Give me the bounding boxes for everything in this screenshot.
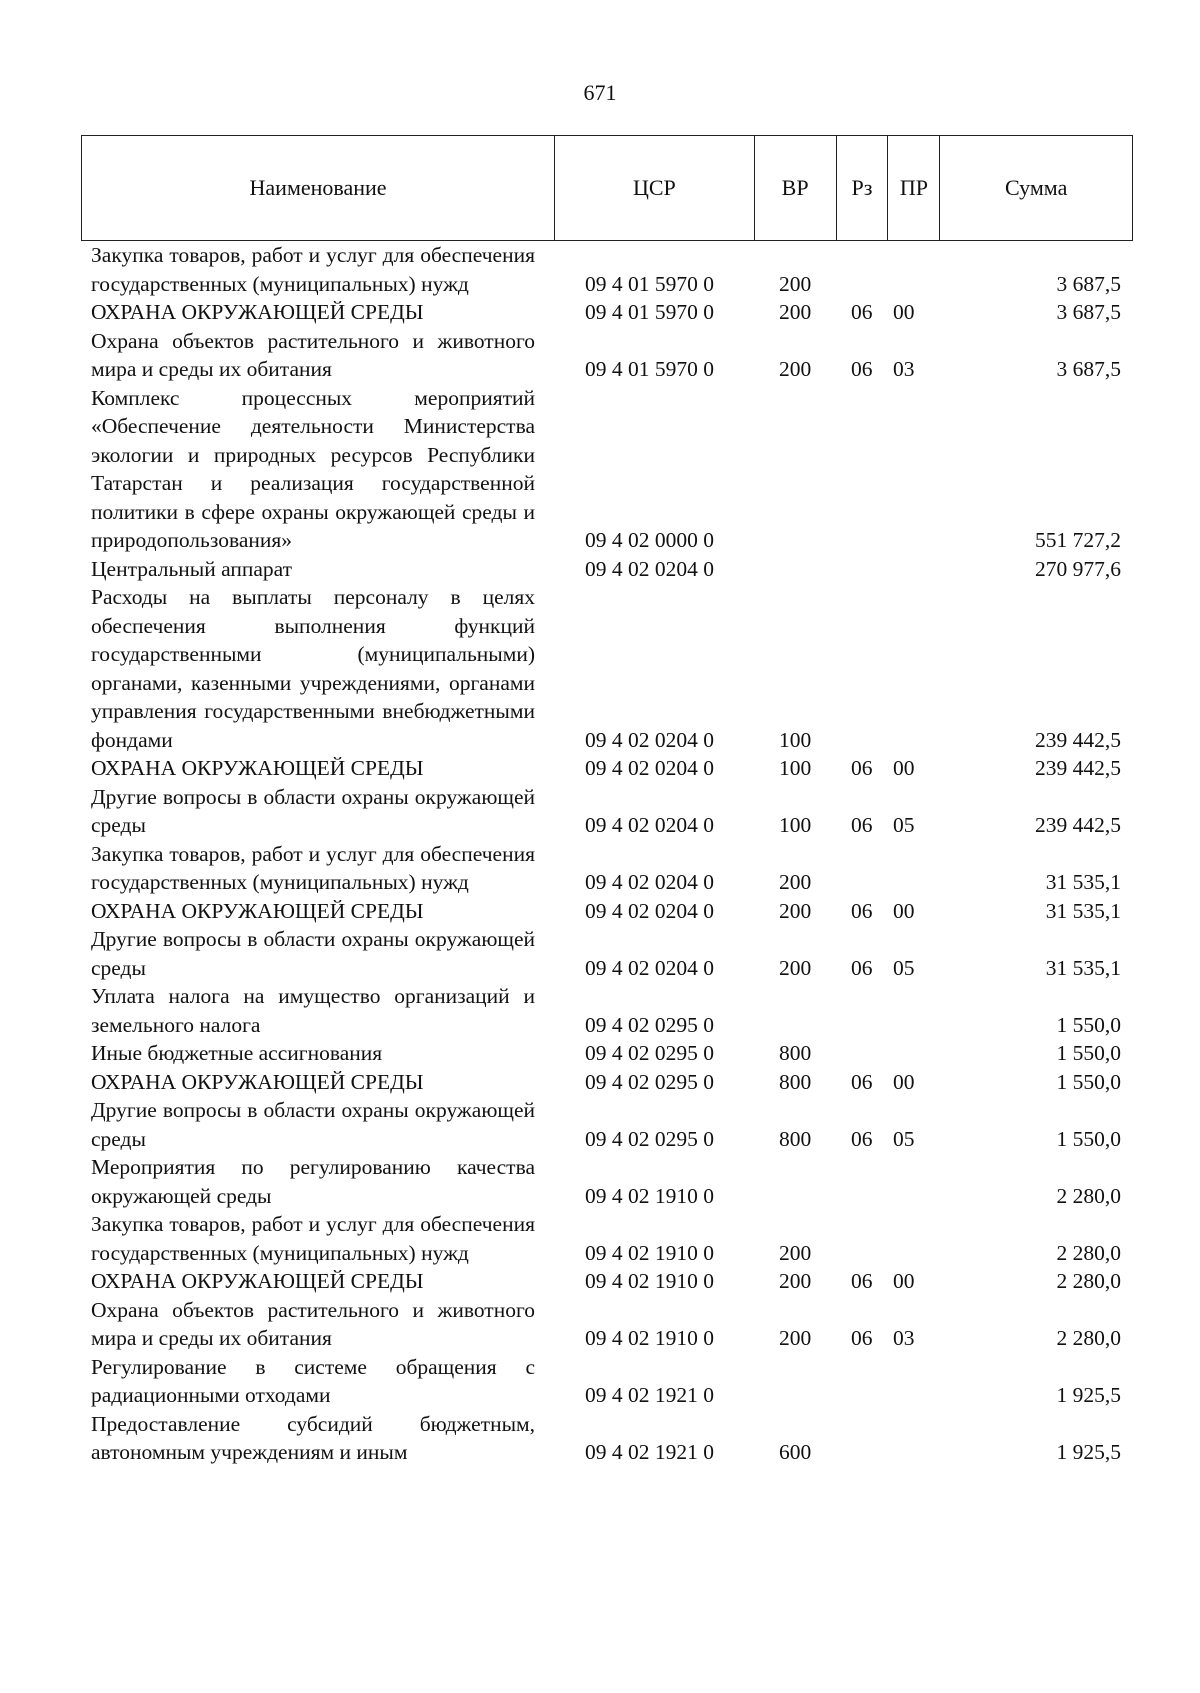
row-sum-cell: 1 550,0 [1056, 1012, 1121, 1037]
row-csr-cell: 09 4 02 1910 0 [585, 1326, 714, 1350]
row-sum-cell: 3 687,5 [1056, 271, 1121, 296]
row-csr-cell: 09 4 02 0295 0 [585, 1126, 714, 1151]
row-pr-cell: 00 [893, 300, 915, 324]
row-name-cell: Закупка товаров, работ и услуг для обеспечения государственных (муниципальных) нужд [91, 243, 535, 296]
table-row [81, 384, 1133, 555]
row-vr-cell: 100 [779, 756, 812, 780]
table-row [81, 897, 1133, 926]
row-sum-cell: 551 727,2 [1035, 528, 1121, 552]
row-rz-cell: 06 [851, 357, 873, 381]
table-row [81, 982, 1133, 1039]
table-row [81, 840, 1133, 897]
row-name-cell: ОХРАНА ОКРУЖАЮЩЕЙ СРЕДЫ [91, 898, 424, 923]
row-vr-cell: 800 [779, 1069, 812, 1094]
row-name-cell: Другие вопросы в области охраны окружающей среды [91, 1098, 535, 1151]
row-name-cell: Охрана объектов растительного и животного мира и среды их обитания [91, 1297, 535, 1350]
row-vr-cell: 200 [779, 1326, 812, 1350]
row-sum-cell: 1 925,5 [1056, 1383, 1121, 1407]
row-rz-cell: 06 [851, 756, 873, 780]
row-sum-cell: 1 550,0 [1056, 1069, 1121, 1094]
row-csr-cell: 09 4 02 0204 0 [585, 556, 714, 581]
table-row [81, 1353, 1133, 1410]
row-csr-cell: 09 4 02 0295 0 [585, 1069, 714, 1094]
row-name-cell: ОХРАНА ОКРУЖАЮЩЕЙ СРЕДЫ [91, 1069, 424, 1094]
row-csr-cell: 09 4 02 0204 0 [585, 756, 714, 780]
row-rz-cell: 06 [851, 898, 873, 923]
row-csr-cell: 09 4 02 0204 0 [585, 955, 714, 980]
row-vr-cell: 100 [779, 813, 812, 837]
row-csr-cell: 09 4 02 1910 0 [585, 1240, 714, 1265]
row-sum-cell: 239 442,5 [1035, 813, 1121, 837]
row-name-cell: Охрана объектов растительного и животного мира и среды их обитания [91, 328, 535, 381]
table-row [81, 1410, 1133, 1467]
row-vr-cell: 800 [779, 1126, 812, 1151]
row-pr-cell: 05 [893, 1126, 915, 1151]
table-row [81, 327, 1133, 384]
row-name-cell: ОХРАНА ОКРУЖАЮЩЕЙ СРЕДЫ [91, 1269, 424, 1293]
table-row [81, 241, 1133, 298]
page-number: 671 [583, 80, 617, 105]
row-pr-cell: 05 [893, 955, 915, 980]
row-sum-cell: 270 977,6 [1035, 556, 1121, 581]
row-rz-cell: 06 [851, 1126, 873, 1151]
row-sum-cell: 1 925,5 [1056, 1440, 1121, 1464]
row-csr-cell: 09 4 02 1921 0 [585, 1440, 714, 1464]
row-pr-cell: 00 [893, 1269, 915, 1293]
table-row [81, 298, 1133, 327]
row-pr-cell: 00 [893, 1069, 915, 1094]
header-name: Наименование [82, 136, 555, 240]
row-pr-cell: 00 [893, 898, 915, 923]
row-name-cell: Предоставление субсидий бюджетным, автономным учреждениям и иным [91, 1411, 535, 1464]
row-rz-cell: 06 [851, 1326, 873, 1350]
row-csr-cell: 09 4 02 1910 0 [585, 1269, 714, 1293]
row-name-cell: Регулирование в системе обращения с радиационными отходами [91, 1354, 535, 1407]
row-csr-cell: 09 4 02 0204 0 [585, 898, 714, 923]
row-csr-cell: 09 4 02 1910 0 [585, 1183, 714, 1208]
row-name-cell: Мероприятия по регулированию качества окружающей среды [91, 1155, 535, 1208]
table-row [81, 1096, 1133, 1153]
row-rz-cell: 06 [851, 955, 873, 980]
row-sum-cell: 2 280,0 [1056, 1183, 1121, 1208]
row-name-cell: Центральный аппарат [91, 556, 293, 581]
row-sum-cell: 239 442,5 [1035, 756, 1121, 780]
row-sum-cell: 31 535,1 [1045, 955, 1121, 980]
row-vr-cell: 600 [779, 1440, 812, 1464]
row-vr-cell: 200 [779, 271, 812, 296]
table-body [81, 241, 1133, 1467]
row-csr-cell: 09 4 02 0295 0 [585, 1041, 714, 1065]
row-pr-cell: 03 [893, 1326, 915, 1350]
budget-table [81, 135, 1133, 1467]
row-sum-cell: 31 535,1 [1045, 870, 1121, 894]
row-sum-cell: 3 687,5 [1056, 300, 1121, 324]
row-name-cell: Другие вопросы в области охраны окружающей среды [91, 784, 535, 837]
row-name-cell: Уплата налога на имущество организаций и земельного налога [91, 984, 535, 1037]
row-csr-cell: 09 4 02 0204 0 [585, 727, 714, 752]
table-row [81, 1296, 1133, 1353]
row-name-cell: Расходы на выплаты персоналу в целях обеспечения выполнения функций государственными (муниципальными) органами, казенными учреждениями, органами управления государственными внебюджетными фондами [91, 585, 535, 752]
row-vr-cell: 200 [779, 898, 812, 923]
row-name-cell: Закупка товаров, работ и услуг для обеспечения государственных (муниципальных) нужд [91, 841, 535, 894]
row-csr-cell: 09 4 02 0204 0 [585, 813, 714, 837]
row-rz-cell: 06 [851, 1069, 873, 1094]
row-vr-cell: 200 [779, 300, 812, 324]
row-name-cell: Другие вопросы в области охраны окружающей среды [91, 927, 535, 980]
table-row [81, 1068, 1133, 1097]
table-row [81, 1267, 1133, 1296]
table-row [81, 754, 1133, 783]
row-vr-cell: 200 [779, 1240, 812, 1265]
row-sum-cell: 239 442,5 [1035, 727, 1121, 752]
table-row [81, 1039, 1133, 1068]
row-csr-cell: 09 4 01 5970 0 [585, 357, 714, 381]
row-vr-cell: 800 [779, 1041, 812, 1065]
row-name-cell: ОХРАНА ОКРУЖАЮЩЕЙ СРЕДЫ [91, 300, 424, 324]
row-name-cell: ОХРАНА ОКРУЖАЮЩЕЙ СРЕДЫ [91, 756, 424, 780]
row-sum-cell: 2 280,0 [1056, 1240, 1121, 1265]
row-csr-cell: 09 4 01 5970 0 [585, 271, 714, 296]
row-vr-cell: 200 [779, 357, 812, 381]
row-vr-cell: 100 [779, 727, 812, 752]
row-sum-cell: 1 550,0 [1056, 1126, 1121, 1151]
header-rz: Рз [837, 136, 889, 240]
row-csr-cell: 09 4 02 0000 0 [585, 528, 714, 552]
row-sum-cell: 2 280,0 [1056, 1326, 1121, 1350]
header-csr: ЦСР [555, 136, 755, 240]
header-pr: ПР [888, 136, 940, 240]
row-vr-cell: 200 [779, 1269, 812, 1293]
table-row [81, 1210, 1133, 1267]
row-sum-cell: 1 550,0 [1056, 1041, 1121, 1065]
row-csr-cell: 09 4 02 0295 0 [585, 1012, 714, 1037]
row-csr-cell: 09 4 01 5970 0 [585, 300, 714, 324]
table-header [81, 135, 1133, 241]
table-row [81, 925, 1133, 982]
row-sum-cell: 2 280,0 [1056, 1269, 1121, 1293]
row-name-cell: Закупка товаров, работ и услуг для обеспечения государственных (муниципальных) нужд [91, 1212, 535, 1265]
row-sum-cell: 3 687,5 [1056, 357, 1121, 381]
row-vr-cell: 200 [779, 955, 812, 980]
header-vr: ВР [755, 136, 837, 240]
row-rz-cell: 06 [851, 300, 873, 324]
row-rz-cell: 06 [851, 1269, 873, 1293]
row-pr-cell: 00 [893, 756, 915, 780]
row-pr-cell: 03 [893, 357, 915, 381]
row-csr-cell: 09 4 02 1921 0 [585, 1383, 714, 1407]
row-csr-cell: 09 4 02 0204 0 [585, 870, 714, 894]
row-name-cell: Иные бюджетные ассигнования [91, 1041, 383, 1065]
header-sum: Сумма [1005, 175, 1068, 200]
row-name-cell: Комплекс процессных мероприятий «Обеспечение деятельности Министерства экологии и природных ресурсов Республики Татарстан и реализация государственной политики в сфере охраны окружающей среды и природопользования» [91, 385, 535, 552]
table-row [81, 583, 1133, 754]
row-pr-cell: 05 [893, 813, 915, 837]
row-rz-cell: 06 [851, 813, 873, 837]
table-row [81, 1153, 1133, 1210]
row-vr-cell: 200 [779, 870, 812, 894]
row-sum-cell: 31 535,1 [1045, 898, 1121, 923]
table-row [81, 555, 1133, 584]
table-row [81, 783, 1133, 840]
